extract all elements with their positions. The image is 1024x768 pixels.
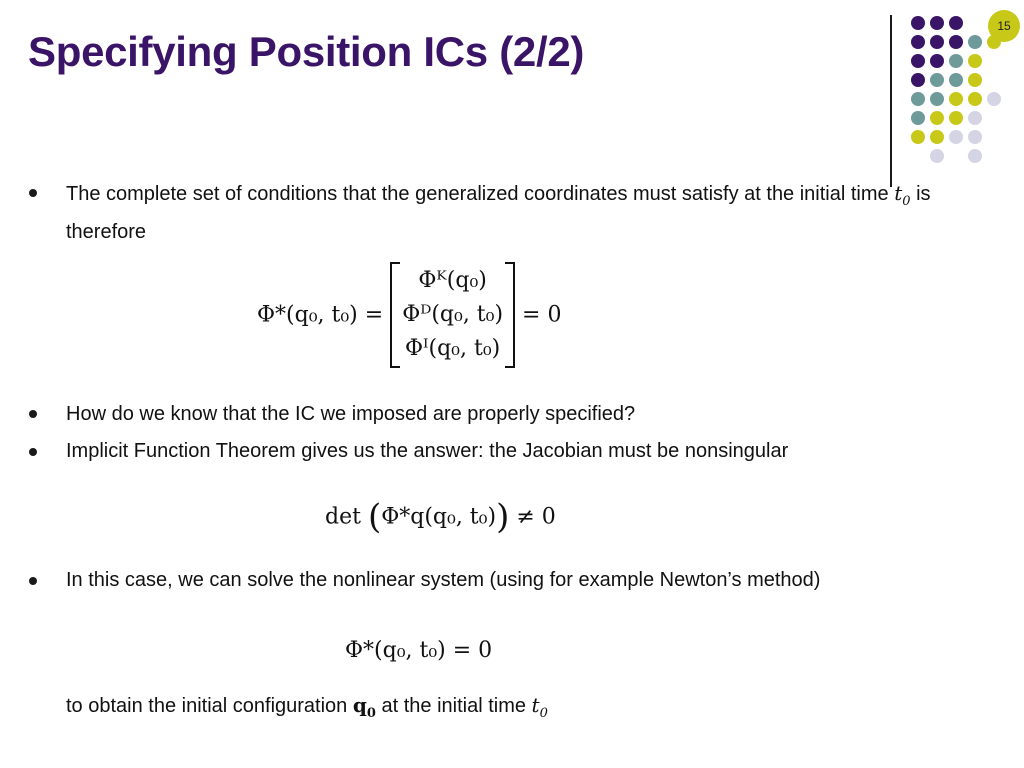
- deco-dot: [930, 54, 944, 68]
- bullet-1: [66, 178, 966, 247]
- deco-dot: [968, 35, 982, 49]
- deco-dot: [949, 35, 963, 49]
- deco-dot: [949, 92, 963, 106]
- deco-dot: [968, 92, 982, 106]
- slide-title: Specifying Position ICs (2/2): [28, 28, 585, 75]
- deco-dot: [968, 73, 982, 87]
- decorative-divider-line: [890, 15, 892, 187]
- equation-2: det (Φ*q(q₀, t₀)) ≠ 0: [325, 497, 556, 537]
- deco-dot: [930, 16, 944, 30]
- deco-dot: [949, 16, 963, 30]
- deco-dot: [968, 149, 982, 163]
- followup-q-sub: 0: [366, 706, 376, 721]
- bullet-icon: [29, 448, 37, 456]
- followup-q: q: [352, 693, 367, 717]
- deco-dot: [930, 73, 944, 87]
- deco-dot: [911, 35, 925, 49]
- deco-dot: [911, 130, 925, 144]
- bullet-3: Implicit Function Theorem gives us the answer: the Jacobian must be nonsingular: [66, 440, 789, 462]
- bullet-4-followup: [66, 690, 966, 729]
- deco-dot: [911, 92, 925, 106]
- deco-dot: [930, 92, 944, 106]
- deco-dot: [911, 111, 925, 125]
- equation-1-row-2: Φᴰ(q₀, t₀): [402, 302, 504, 327]
- deco-dot: [968, 54, 982, 68]
- followup-t-sub: 0: [539, 706, 548, 721]
- deco-dot: [949, 130, 963, 144]
- equation-1-row-1: Φᴷ(q₀): [418, 268, 487, 293]
- equation-2-body: Φ*q(q₀, t₀): [381, 504, 497, 530]
- followup-text-b: at the initial time: [381, 695, 526, 717]
- deco-dot: [930, 35, 944, 49]
- deco-dot: [968, 111, 982, 125]
- equation-1-matrix: [390, 262, 515, 368]
- bullet-icon: [29, 189, 37, 197]
- deco-dot: [949, 111, 963, 125]
- equation-2-rhs: ≠ 0: [516, 504, 556, 530]
- deco-dot: [911, 16, 925, 30]
- bullet-1-text-b: is therefore: [66, 183, 931, 243]
- followup-text-a: to obtain the initial configuration: [66, 695, 348, 717]
- deco-dot: [949, 73, 963, 87]
- deco-dot: [968, 130, 982, 144]
- bullet-4: In this case, we can solve the nonlinear system (using for example Newton’s method): [66, 569, 821, 591]
- deco-dot: [911, 73, 925, 87]
- deco-dot: [911, 54, 925, 68]
- bullet-2: How do we know that the IC we imposed are properly specified?: [66, 403, 636, 425]
- equation-1-lhs: Φ*(q₀, t₀) =: [257, 302, 384, 328]
- bullet-1-var: t: [894, 181, 903, 205]
- equation-1-rhs: = 0: [522, 302, 562, 328]
- deco-dot: [987, 92, 1001, 106]
- deco-dot: [930, 111, 944, 125]
- deco-dot: [930, 130, 944, 144]
- equation-1: [257, 262, 561, 368]
- deco-dot: [949, 54, 963, 68]
- bullet-1-var-sub: 0: [902, 194, 911, 209]
- equation-3: Φ*(q₀, t₀) = 0: [345, 638, 493, 663]
- equation-1-row-3: Φᴵ(q₀, t₀): [405, 336, 501, 361]
- deco-dot: [930, 149, 944, 163]
- bullet-1-text-a: The complete set of conditions that the generalized coordinates must satisfy at the initial time: [66, 183, 889, 205]
- followup-t: t: [531, 693, 540, 717]
- bullet-icon: [29, 410, 37, 418]
- page-number-badge: 15: [988, 10, 1020, 42]
- bullet-icon: [29, 577, 37, 585]
- equation-2-det: det: [325, 504, 361, 530]
